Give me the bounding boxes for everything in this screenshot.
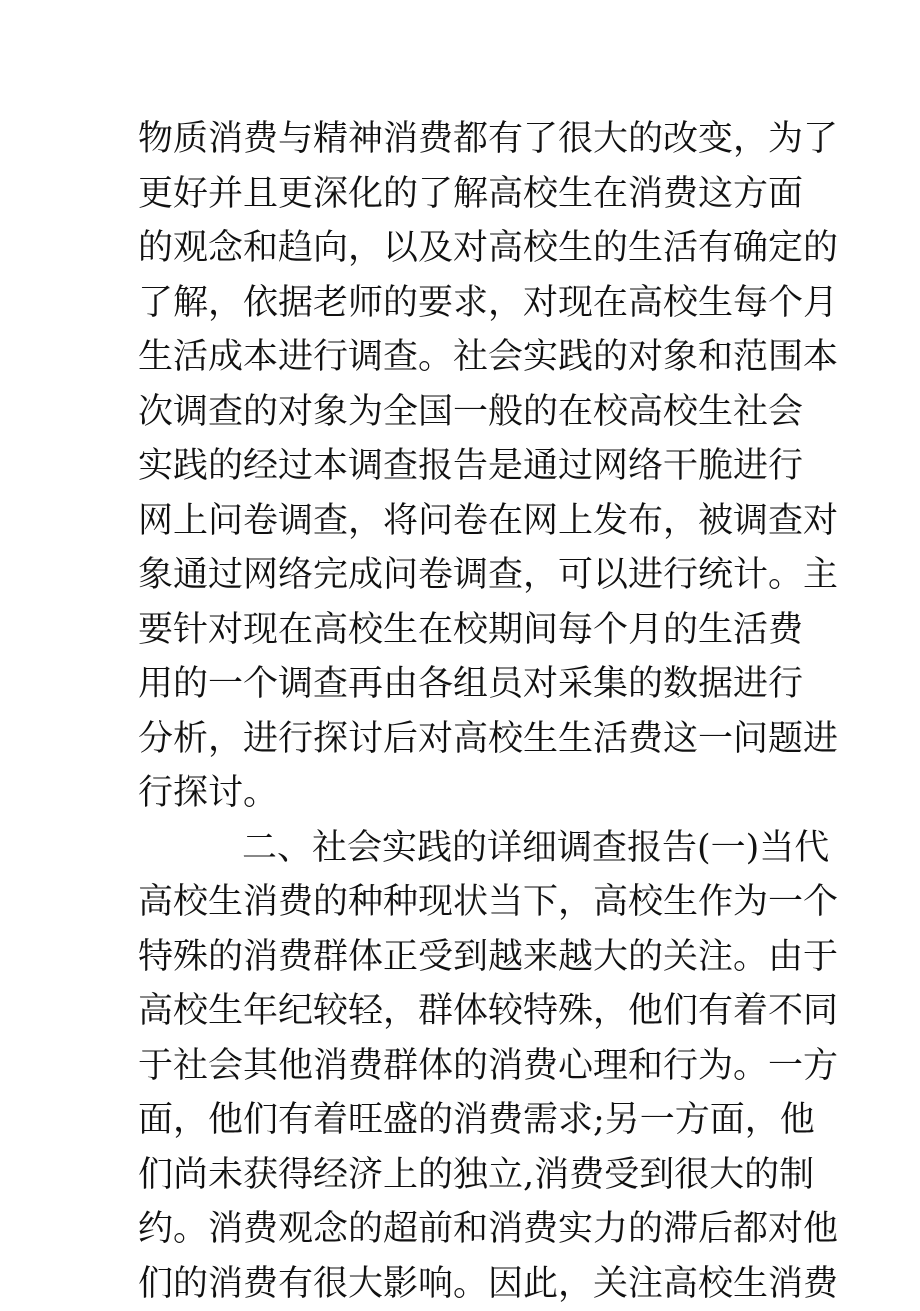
text-line: 实践的经过本调查报告是通过网络干脆进行 — [138, 439, 788, 494]
text-line: 了解，依据老师的要求，对现在高校生每个月 — [138, 276, 788, 331]
text-line: 物质消费与精神消费都有了很大的改变，为了 — [138, 112, 788, 167]
text-line-indented: 二、社会实践的详细调查报告(一)当代 — [138, 821, 788, 876]
paragraph-2 — [138, 821, 788, 1311]
text-line: 们的消费有很大影响。因此，关注高校生消费 — [138, 1257, 788, 1311]
text-line: 行探讨。 — [138, 766, 788, 821]
text-line: 特殊的消费群体正受到越来越大的关注。由于 — [138, 930, 788, 985]
text-line: 用的一个调查再由各组员对采集的数据进行 — [138, 657, 788, 712]
text-line: 要针对现在高校生在校期间每个月的生活费 — [138, 603, 788, 658]
text-line: 面，他们有着旺盛的消费需求;另一方面，他 — [138, 1093, 788, 1148]
text-line: 的观念和趋向，以及对高校生的生活有确定的 — [138, 221, 788, 276]
text-line: 于社会其他消费群体的消费心理和行为。一方 — [138, 1039, 788, 1094]
text-line: 更好并且更深化的了解高校生在消费这方面 — [138, 167, 788, 222]
text-line: 约。消费观念的超前和消费实力的滞后都对他 — [138, 1202, 788, 1257]
text-line: 们尚未获得经济上的独立,消费受到很大的制 — [138, 1148, 788, 1203]
text-line: 象通过网络完成问卷调查，可以进行统计。主 — [138, 548, 788, 603]
text-line: 高校生年纪较轻，群体较特殊，他们有着不同 — [138, 984, 788, 1039]
text-line: 高校生消费的种种现状当下，高校生作为一个 — [138, 875, 788, 930]
text-line: 次调查的对象为全国一般的在校高校生社会 — [138, 385, 788, 440]
text-line: 生活成本进行调查。社会实践的对象和范围本 — [138, 330, 788, 385]
document-body — [138, 112, 788, 1311]
paragraph-1 — [138, 112, 788, 821]
text-line: 网上问卷调查，将问卷在网上发布，被调查对 — [138, 494, 788, 549]
text-line: 分析，进行探讨后对高校生生活费这一问题进 — [138, 712, 788, 767]
